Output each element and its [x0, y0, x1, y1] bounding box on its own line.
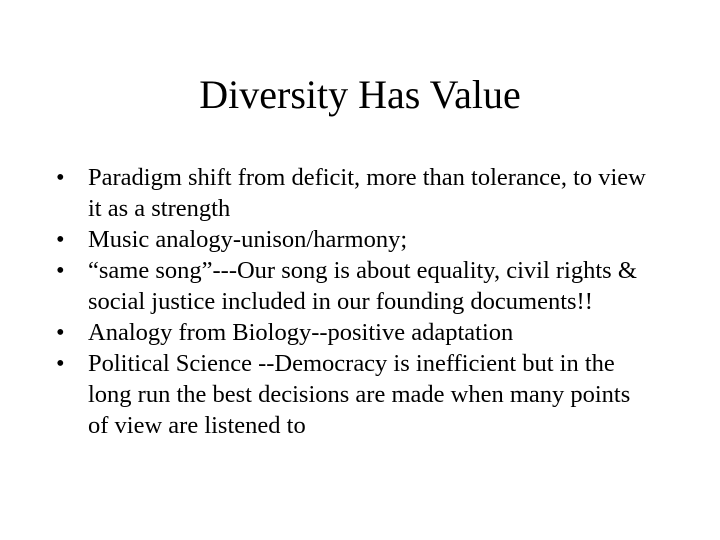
bullet-text: Paradigm shift from deficit, more than tolerance, to view it as a strength — [88, 164, 646, 222]
bullet-marker-icon: • — [56, 350, 65, 377]
slide-title: Diversity Has Value — [199, 72, 521, 117]
bullet-marker-icon: • — [56, 257, 65, 284]
bullet-list — [56, 162, 656, 441]
bullet-item — [56, 224, 656, 255]
bullet-text: Music analogy-unison/harmony; — [88, 226, 408, 253]
bullet-text: Analogy from Biology--positive adaptation — [88, 319, 514, 346]
bullet-item — [56, 255, 656, 317]
bullet-marker-icon: • — [56, 164, 65, 191]
bullet-item — [56, 348, 656, 441]
bullet-text: “same song”---Our song is about equality, civil rights & social justice included in our founding documents!! — [88, 257, 637, 315]
bullet-item — [56, 317, 656, 348]
bullet-marker-icon: • — [56, 319, 65, 346]
bullet-text: Political Science --Democracy is inefficient but in the long run the best decisions are made when many points of view are listened to — [88, 350, 631, 439]
bullet-marker-icon: • — [56, 226, 65, 253]
bullet-item — [56, 162, 656, 224]
